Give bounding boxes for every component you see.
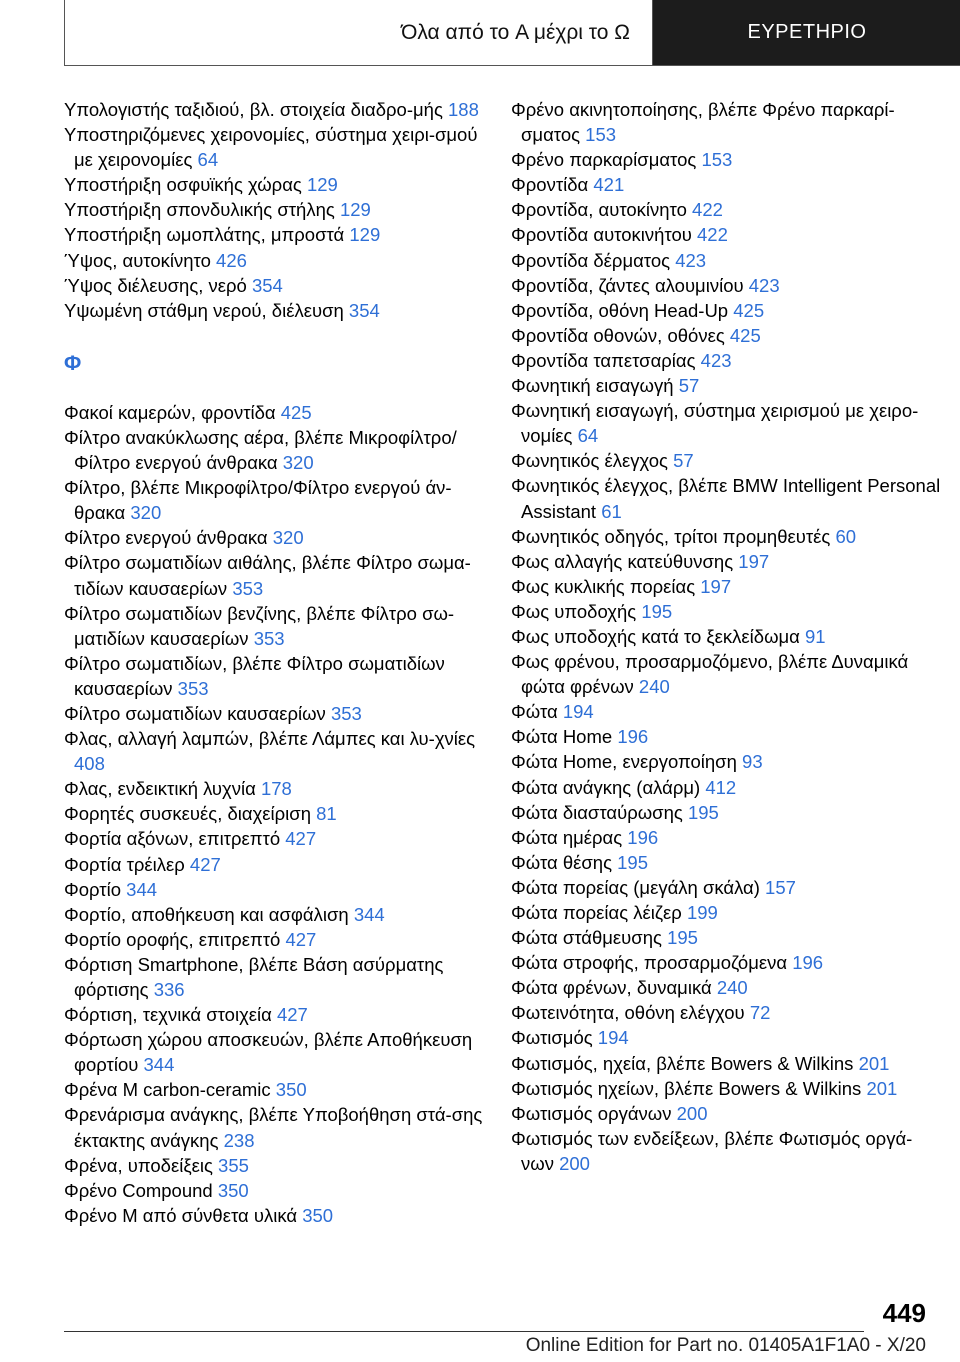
index-entry-term: Ύψος διέλευσης, νερό — [64, 274, 247, 296]
nav-tab-a-to-z[interactable]: Όλα από το A μέχρι το Ω — [65, 0, 653, 65]
index-entry-page-link[interactable]: 199 — [686, 902, 718, 923]
index-entry-page-link[interactable]: 197 — [738, 550, 770, 572]
index-entry — [511, 97, 941, 147]
index-entry-term: Φρένο παρκαρίσματος — [511, 149, 697, 171]
index-entry-term: Φως αλλαγής κατεύθυνσης — [511, 550, 734, 572]
footer-edition: Online Edition for Part no. 01405A1F1A0 - X/20 — [525, 1335, 926, 1356]
index-entry-page-link[interactable]: 425 — [733, 299, 765, 321]
index-entry-term: Φρένο ακινητοποίησης, βλέπε Φρένο παρκαρί-σματος — [511, 99, 895, 146]
index-entry-term: Φώτα στροφής, προσαρμοζόμενα — [511, 952, 788, 974]
index-entry-term: Φως υποδοχής κατά το ξεκλείδωμα — [511, 625, 800, 647]
index-entry-term: Φορτία αξόνων, επιτρεπτό — [64, 828, 281, 850]
index-entry-page-link[interactable]: 353 — [253, 627, 285, 649]
index-entry — [511, 599, 941, 624]
index-entry-term: Φώτα φρένων, δυναμικά — [511, 977, 712, 999]
index-entry — [64, 826, 484, 851]
index-entry-term: Φως φρένου, προσαρμοζόμενο, βλέπε Δυναμικά φώτα φρένων — [511, 651, 909, 698]
index-entry — [64, 852, 484, 877]
index-entry — [511, 273, 941, 298]
index-entry-page-link[interactable]: 423 — [748, 274, 780, 296]
index-entry-page-link[interactable]: 200 — [559, 1152, 590, 1174]
index-entry — [64, 197, 484, 222]
index-entry — [511, 950, 941, 975]
index-entry-term: Φώτα ανάγκης (αλάρμ) — [511, 776, 701, 798]
index-entry-term: Φρένο M από σύνθετα υλικά — [64, 1204, 298, 1226]
index-entry — [64, 1203, 484, 1228]
index-entry — [511, 373, 941, 398]
index-entry-term: Φακοί καμερών, φροντίδα — [64, 401, 276, 423]
index-entry-page-link[interactable]: 153 — [585, 124, 617, 146]
page-header — [64, 0, 960, 66]
index-entry — [511, 900, 941, 925]
index-list-phi-continued — [511, 97, 941, 1176]
index-entry-page-link[interactable]: 353 — [232, 577, 264, 599]
index-entry-page-link[interactable]: 201 — [866, 1077, 898, 1099]
index-entry — [64, 776, 484, 801]
index-entry-term: Φωτισμός, ηχεία, βλέπε Bowers & Wilkins — [511, 1052, 854, 1074]
index-entry-term: Υποστήριξη σπονδυλικής στήλης — [64, 199, 335, 221]
index-entry — [64, 550, 484, 600]
index-entry-term: Φωτισμός οργάνων — [511, 1102, 672, 1124]
index-entry-term: Υποστήριξη οσφυϊκής χώρας — [64, 174, 302, 196]
index-entry — [511, 197, 941, 222]
index-entry-term: Φόρτιση, τεχνικά στοιχεία — [64, 1004, 272, 1026]
index-entry — [64, 222, 484, 247]
letter-heading-phi: Φ — [64, 351, 82, 375]
index-entry-term: Φλας, αλλαγή λαμπών, βλέπε Λάμπες και λυ-χνίες — [64, 728, 476, 750]
index-entry — [511, 624, 941, 649]
index-entry-page-link[interactable]: 72 — [749, 1002, 771, 1024]
index-entry — [64, 701, 484, 726]
index-entry — [64, 1002, 484, 1027]
index-entry — [511, 800, 941, 825]
index-entry — [511, 398, 941, 448]
index-entry-page-link[interactable]: 427 — [276, 1004, 308, 1026]
index-entry — [64, 1153, 484, 1178]
index-entry-term: Φώτα Home, ενεργοποίηση — [511, 751, 737, 773]
index-entry — [64, 726, 484, 776]
index-entry-term: Φίλτρο σωματιδίων καυσαερίων — [64, 702, 326, 724]
index-entry-page-link[interactable]: 412 — [705, 776, 737, 798]
index-entry — [511, 147, 941, 172]
index-entry-term: Φροντίδα δέρματος — [511, 249, 671, 271]
index-list-upsilon — [64, 97, 484, 323]
index-entry — [511, 348, 941, 373]
index-entry-page-link[interactable]: 200 — [676, 1102, 708, 1124]
index-entry — [511, 724, 941, 749]
index-entry-term: Φωτισμός ηχείων, βλέπε Bowers & Wilkins — [511, 1077, 862, 1099]
index-entry-term: Φρένο Compound — [64, 1179, 213, 1201]
index-entry-term: Φροντίδα, ζάντες αλουμινίου — [511, 274, 744, 296]
index-entry-term: Φρένα, υποδείξεις — [64, 1154, 213, 1176]
index-entry — [511, 574, 941, 599]
index-entry-page-link[interactable]: 194 — [562, 701, 594, 723]
index-entry-term: Φως κυκλικής πορείας — [511, 575, 696, 597]
index-entry-page-link[interactable]: 350 — [217, 1179, 249, 1201]
index-entry — [511, 875, 941, 900]
footer-divider — [64, 1331, 864, 1332]
index-entry — [64, 801, 484, 826]
index-entry — [511, 1051, 941, 1076]
page-number: 449 — [882, 1298, 926, 1328]
index-entry-page-link[interactable]: 129 — [349, 224, 381, 246]
index-entry-term: Φρενάρισμα ανάγκης, βλέπε Υποβοήθηση στά-σης έκτακτης ανάγκης — [64, 1104, 483, 1151]
index-entry-term: Υποστηριζόμενες χειρονομίες, σύστημα χειρι-σμού με χειρονομίες — [64, 124, 478, 171]
index-entry-page-link[interactable]: 408 — [74, 753, 105, 775]
index-entry-term: Φροντίδα, οθόνη Head-Up — [511, 299, 729, 321]
index-entry-term: Υπολογιστής ταξιδιού, βλ. στοιχεία διαδρο-μής — [64, 99, 443, 120]
index-entry-page-link[interactable]: 344 — [126, 878, 158, 900]
index-entry-page-link[interactable]: 425 — [280, 401, 312, 423]
index-entry-page-link[interactable]: 188 — [448, 99, 479, 120]
index-entry-page-link[interactable]: 336 — [153, 979, 185, 1000]
index-entry-term: Φίλτρο σωματιδίων βενζίνης, βλέπε Φίλτρο σω-ματιδίων καυσαερίων — [64, 602, 455, 649]
index-entry-page-link[interactable]: 196 — [617, 726, 649, 748]
index-entry — [511, 649, 941, 699]
index-entry — [64, 400, 484, 425]
index-entry-page-link[interactable]: 350 — [302, 1204, 334, 1226]
index-entry-page-link[interactable]: 354 — [348, 299, 380, 321]
index-entry-page-link[interactable]: 196 — [627, 826, 659, 848]
index-entry-page-link[interactable]: 427 — [189, 853, 221, 875]
index-entry-page-link[interactable]: 344 — [143, 1054, 175, 1076]
index-entry — [511, 775, 941, 800]
nav-tab-index[interactable]: ΕΥΡΕΤΗΡΙΟ — [653, 0, 960, 65]
index-entry-term: Φροντίδα — [511, 174, 589, 196]
index-entry — [64, 601, 484, 651]
index-entry-page-link[interactable]: 350 — [275, 1079, 307, 1101]
index-entry-page-link[interactable]: 240 — [638, 676, 670, 698]
index-entry-term: Φρένα M carbon-ceramic — [64, 1079, 271, 1101]
index-entry-term: Φόρτωση χώρου αποσκευών, βλέπε Αποθήκευση φορτίου — [64, 1029, 473, 1076]
index-entry-term: Φώτα διασταύρωσης — [511, 801, 683, 823]
index-entry-page-link[interactable]: 355 — [218, 1154, 249, 1176]
index-entry — [511, 1076, 941, 1101]
index-entry-page-link[interactable]: 195 — [687, 801, 719, 823]
index-entry — [511, 222, 941, 247]
index-entry-page-link[interactable]: 60 — [835, 525, 857, 547]
index-entry — [511, 248, 941, 273]
index-entry-page-link[interactable]: 129 — [306, 174, 338, 196]
index-entry-term: Φωτεινότητα, οθόνη ελέγχου — [511, 1002, 745, 1024]
index-entry-page-link[interactable]: 195 — [667, 927, 698, 949]
index-entry-page-link[interactable]: 353 — [177, 677, 209, 699]
index-entry-page-link[interactable]: 129 — [339, 199, 371, 221]
index-entry — [64, 248, 484, 273]
index-entry — [511, 448, 941, 473]
index-entry-page-link[interactable]: 320 — [130, 502, 162, 524]
index-entry-term: Φωτισμός — [511, 1027, 593, 1049]
index-entry-page-link[interactable]: 344 — [353, 903, 385, 925]
index-column-left — [64, 97, 484, 1228]
index-entry-term: Φίλτρο, βλέπε Μικροφίλτρο/Φίλτρο ενεργού άν-θρακα — [64, 477, 452, 524]
index-entry — [511, 1126, 941, 1176]
index-entry-term: Φωνητική εισαγωγή, σύστημα χειρισμού με χειρο-νομίες — [511, 400, 919, 447]
index-entry-term: Φροντίδα αυτοκινήτου — [511, 224, 692, 246]
index-entry-page-link[interactable]: 320 — [282, 452, 314, 474]
index-entry — [511, 850, 941, 875]
index-entry-term: Φορτίο οροφής, επιτρεπτό — [64, 928, 281, 950]
index-entry-term: Φίλτρο σωματιδίων, βλέπε Φίλτρο σωματιδίων καυσαερίων — [64, 652, 445, 699]
index-entry-term: Φωνητική εισαγωγή — [511, 375, 674, 397]
index-entry-term: Φώτα πορείας λέιζερ — [511, 902, 682, 923]
index-entry-page-link[interactable]: 421 — [593, 174, 625, 196]
index-entry-page-link[interactable]: 178 — [260, 778, 292, 800]
index-entry-term: Φόρτιση Smartphone, βλέπε Βάση ασύρματης φόρτισης — [64, 953, 444, 1000]
index-entry — [511, 749, 941, 774]
index-entry-page-link[interactable]: 422 — [692, 199, 723, 221]
index-entry-term: Φώτα ημέρας — [511, 826, 623, 848]
index-entry-page-link[interactable]: 353 — [330, 702, 362, 724]
index-entry-term: Φορτία τρέιλερ — [64, 853, 185, 875]
index-column-right — [511, 97, 941, 1176]
index-entry-page-link[interactable]: 61 — [601, 500, 622, 522]
index-entry — [64, 1178, 484, 1203]
index-entry — [64, 273, 484, 298]
index-entry-term: Φορητές συσκευές, διαχείριση — [64, 803, 311, 825]
index-entry-page-link[interactable]: 423 — [675, 249, 707, 271]
index-entry — [511, 975, 941, 1000]
index-list-phi — [64, 400, 484, 1228]
index-entry-term: Ύψος, αυτοκίνητο — [64, 249, 211, 271]
index-entry-page-link[interactable]: 201 — [858, 1052, 890, 1074]
index-entry-term: Φίλτρο ανακύκλωσης αέρα, βλέπε Μικροφίλτρο/Φίλτρο ενεργού άνθρακα — [64, 426, 457, 474]
index-entry-page-link[interactable]: 153 — [701, 149, 733, 171]
index-entry-term: Φορτίο — [64, 878, 122, 900]
index-entry-term: Υψωμένη στάθμη νερού, διέλευση — [64, 299, 344, 321]
index-entry — [64, 1027, 484, 1077]
index-entry — [511, 323, 941, 348]
index-entry — [64, 877, 484, 902]
index-entry-page-link[interactable]: 64 — [577, 425, 599, 447]
index-entry-term: Φώτα — [511, 701, 558, 723]
index-entry-page-link[interactable]: 195 — [617, 851, 648, 873]
index-entry-page-link[interactable]: 320 — [272, 527, 304, 549]
index-entry-page-link[interactable]: 238 — [223, 1129, 255, 1151]
index-entry-term: Φώτα πορείας (μεγάλη σκάλα) — [511, 876, 760, 898]
index-entry — [511, 825, 941, 850]
index-entry — [511, 925, 941, 950]
index-entry-term: Φωνητικός έλεγχος — [511, 450, 668, 472]
index-entry — [511, 172, 941, 197]
index-entry-page-link[interactable]: 195 — [641, 600, 673, 622]
index-entry-page-link[interactable]: 157 — [765, 876, 796, 898]
index-entry — [511, 298, 941, 323]
index-entry-page-link[interactable]: 422 — [697, 224, 728, 246]
index-entry-term: Φώτα Home — [511, 726, 613, 748]
index-entry-page-link[interactable]: 426 — [216, 249, 247, 271]
index-entry — [511, 1000, 941, 1025]
index-entry-page-link[interactable]: 197 — [700, 575, 732, 597]
index-entry — [64, 927, 484, 952]
index-entry-page-link[interactable]: 427 — [285, 928, 317, 950]
index-entry-term: Φροντίδα οθονών, οθόνες — [511, 324, 725, 346]
index-entry-term: Φορτίο, αποθήκευση και ασφάλιση — [64, 903, 349, 925]
index-entry-term: Φωτισμός των ενδείξεων, βλέπε Φωτισμός οργά-νων — [511, 1127, 913, 1174]
index-entry-page-link[interactable]: 423 — [700, 349, 732, 371]
index-entry-term: Φώτα θέσης — [511, 851, 612, 873]
index-entry-page-link[interactable]: 354 — [251, 274, 283, 296]
index-entry — [511, 524, 941, 549]
index-entry — [511, 1101, 941, 1126]
index-entry — [511, 549, 941, 574]
index-entry — [64, 475, 484, 525]
index-entry-page-link[interactable]: 64 — [197, 149, 219, 171]
index-entry-page-link[interactable]: 91 — [805, 625, 826, 647]
index-entry-term: Φλας, ενδεικτική λυχνία — [64, 778, 256, 800]
index-entry — [511, 1025, 941, 1050]
index-entry-term: Φωνητικός οδηγός, τρίτοι προμηθευτές — [511, 525, 831, 547]
index-entry — [511, 473, 941, 523]
index-entry-term: Φροντίδα, αυτοκίνητο — [511, 199, 687, 221]
index-entry-page-link[interactable]: 425 — [729, 324, 761, 346]
index-entry-page-link[interactable]: 196 — [792, 952, 824, 974]
index-entry — [64, 525, 484, 550]
index-entry — [64, 122, 484, 172]
index-entry — [64, 172, 484, 197]
index-entry-term: Φίλτρο ενεργού άνθρακα — [64, 527, 268, 549]
index-entry-term: Φροντίδα ταπετσαρίας — [511, 349, 696, 371]
index-entry-page-link[interactable]: 57 — [678, 375, 700, 397]
index-entry — [64, 1077, 484, 1102]
index-entry-page-link[interactable]: 240 — [716, 977, 748, 999]
index-entry-page-link[interactable]: 427 — [285, 828, 317, 850]
index-entry-term: Φως υποδοχής — [511, 600, 637, 622]
index-entry — [64, 952, 484, 1002]
index-entry-term: Φίλτρο σωματιδίων αιθάλης, βλέπε Φίλτρο σωμα-τιδίων καυσαερίων — [64, 552, 471, 599]
index-entry-page-link[interactable]: 93 — [742, 751, 763, 773]
index-entry-page-link[interactable]: 81 — [316, 803, 337, 825]
index-entry — [64, 425, 484, 475]
index-entry-term: Φωνητικός έλεγχος, βλέπε BMW Intelligent Personal Assistant — [511, 475, 941, 522]
index-entry — [64, 902, 484, 927]
index-entry — [64, 298, 484, 323]
index-entry — [64, 651, 484, 701]
index-entry-page-link[interactable]: 57 — [673, 450, 694, 472]
index-entry — [511, 699, 941, 724]
index-entry-term: Υποστήριξη ωμοπλάτης, μπροστά — [64, 224, 345, 246]
index-entry-page-link[interactable]: 194 — [597, 1027, 629, 1049]
index-entry-term: Φώτα στάθμευσης — [511, 927, 662, 949]
index-entry — [64, 97, 484, 122]
index-entry — [64, 1102, 484, 1152]
